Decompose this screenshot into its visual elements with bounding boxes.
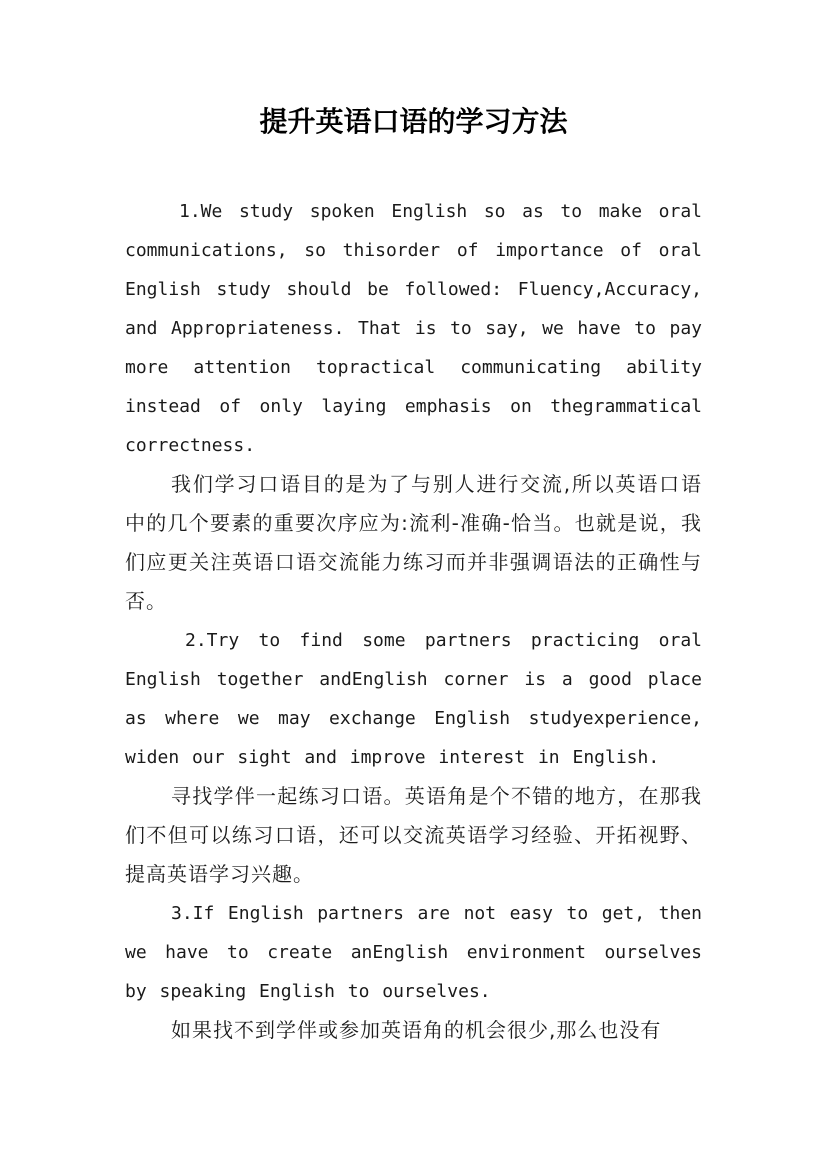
paragraph-3-english: 3.If English partners are not easy to get, then we have to create anEnglish environment ourselves by speaking English to ourselves.	[125, 903, 702, 1002]
paragraph-3-chinese: 如果找不到学伴或参加英语角的机会很少,那么也没有	[171, 1018, 662, 1042]
paragraph-2-english: 2.Try to find some partners practicing oral English together andEnglish corner is a good place as where we may exchange English studyexperience, widen our sight and improve interest in English.	[125, 630, 702, 768]
paragraph-1-chinese: 我们学习口语目的是为了与别人进行交流,所以英语口语中的几个要素的重要次序应为:流利-准确-恰当。也就是说，我们应更关注英语口语交流能力练习而并非强调语法的正确性与否。	[125, 472, 702, 613]
document-body	[125, 192, 702, 1050]
document-title: 提升英语口语的学习方法	[259, 105, 568, 138]
paragraph-1-english: 1.We study spoken English so as to make oral communications, so thisorder of importance of oral English study should be followed: Fluency,Accuracy, and Appropriateness. That is to say, we have to pay more attention topractical communicating ability instead of only laying emphasis on thegrammatical correctness.	[125, 201, 702, 456]
paragraph-2-chinese: 寻找学伴一起练习口语。英语角是个不错的地方，在那我们不但可以练习口语，还可以交流英语学习经验、开拓视野、提高英语学习兴趣。	[125, 784, 702, 886]
